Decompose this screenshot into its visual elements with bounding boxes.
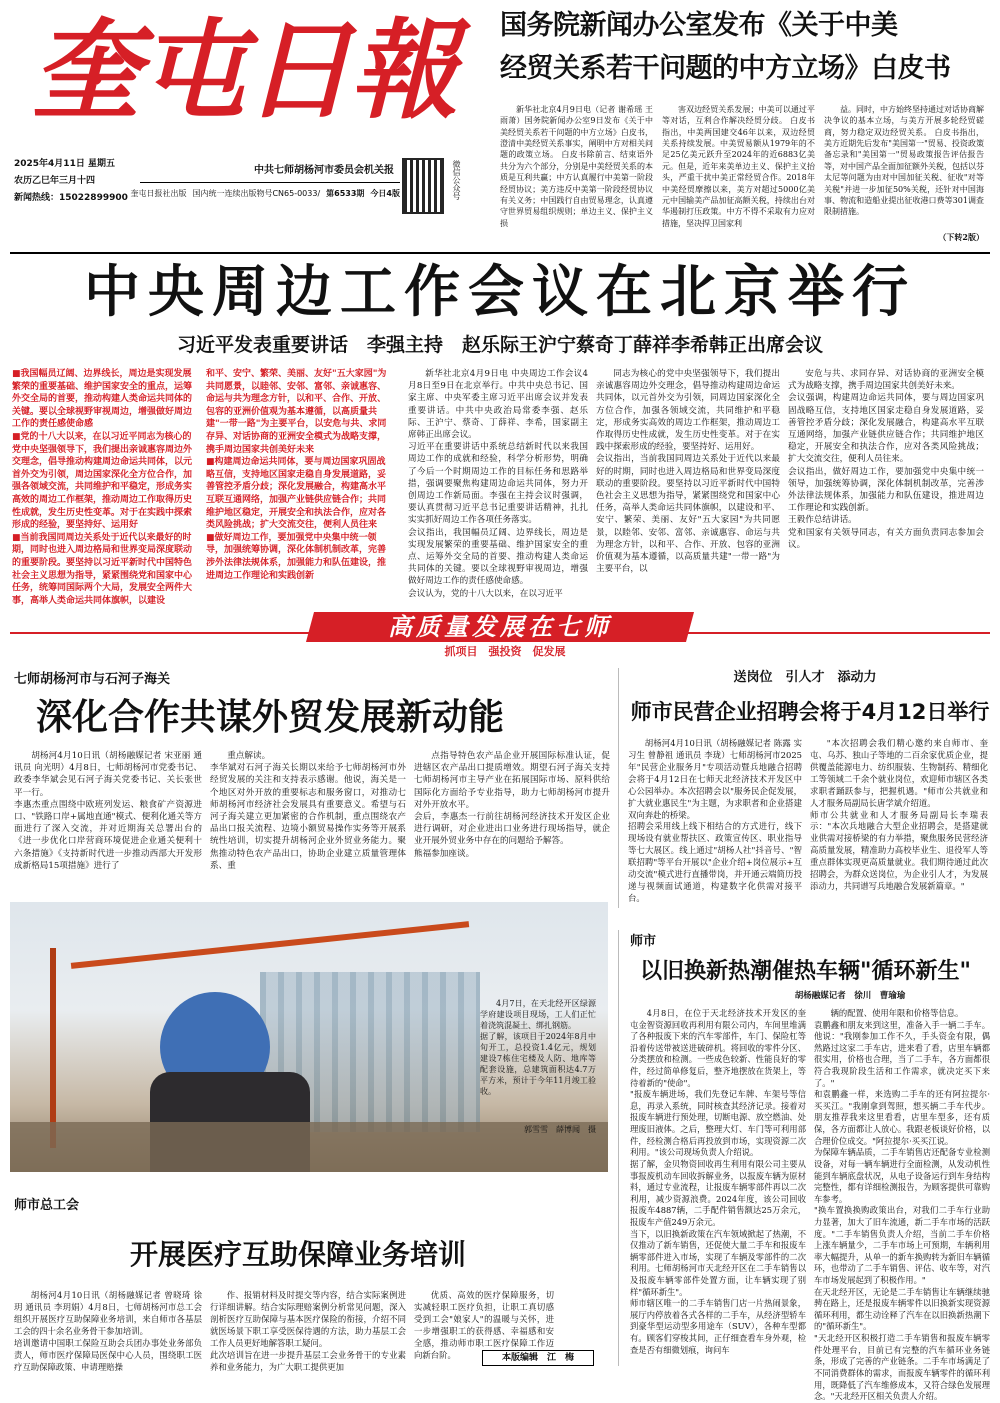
section-banner-title: 高质量发展在七师: [388, 613, 612, 641]
top-story-headline: [500, 4, 990, 94]
trade-col2: 重点解读。 李华斌对石河子海关长期以来给予七师胡杨河市外经贸发展的关注和支持表示感谢。他说，海关是一个地区对外开放的重要标志和服务窗口，对推动七师胡杨河市经济社会发展具有重要意义。希望与石河子海关建立更加紧密的合作机制，重点围绕农产品出口报关流程、边境小额贸易操作实务等开展系统性培训，切实提升胡杨河企业外贸业务能力。聚焦推动特色农产品出口，协助企业建立质量管理体系、重: [210, 751, 406, 871]
union-col1: 胡杨河4月10日讯（胡杨融媒记者 曾晓琦 徐玥 通讯员 李玥娟）4月8日，七师胡杨河市总工会组织开展医疗互助保障业务培训，来自师市各基层工会的四十余名业务骨干参加培训。 培训邀请中国职工保险互助会兵团办事处业务部负责人，师市医疗保障局医保中心人员，围绕职工医疗互助保障政策、申请理赔操: [14, 1290, 202, 1372]
car-byline: 胡杨融媒记者 徐川 曹瑜瑜: [794, 991, 906, 1001]
masthead-info: [14, 156, 132, 216]
main-body-col4: 同志为核心的党中央坚强领导下，我们提出亲诚惠容周边外交理念，倡导推动构建周边命运共同体，以元首外交为引领，同周边国家深化全方位合作，加强各领域交流，共同维护和平稳定，形成务实高效的周边工作框架，推动周边工作取得历史性成就，发生历史性变革。对于在实践中探索形成的经验，要坚持好、运用好。 会议指出，当前我国同周边关系处于近代以来最好的时期，同时也进入周边格局和世界变局深度联动的重要阶段。要坚持以习近平新时代中国特色社会主义思想为指导，紧紧围绕党和国家中心任务，高举人类命运共同体旗帜，以建设和平、安宁、繁荣、美丽、友好"五大家园"为共同愿景，以睦邻、安邻、富邻、亲诚惠容、命运与共为理念方针，以和平、合作、开放、包容的亚洲价值观为基本遵循，以高质量共建"一带一路"为主要平台，以: [596, 369, 780, 575]
masthead-logo: [32, 6, 502, 136]
newspaper-title: 奎屯日報: [32, 8, 457, 134]
trade-kicker: 七师胡杨河市与石河子海关: [14, 672, 171, 687]
page-count: 今日4版: [370, 189, 400, 198]
trade-col1: 胡杨河4月10日讯（胡杨融媒记者 宋亚丽 通讯员 向光明）4月8日，七师胡杨河市党委书记、政委李华斌会见石河子海关党委书记、关长张世平一行。 李惠杰重点围绕中欧班列发运、粮食矿产资源进口、"铁路口岸+属地直通"模式、便利化通关等方面进行了深入交流，并对近期海关总署出台的《进一步优化口岸营商环境促进企业通关便利十六条措施》《支持新时代进一步推动西部大开发形成新格局15项措施》进行了: [14, 751, 202, 871]
issue-date: 2025年4月11日 星期五: [14, 159, 115, 169]
top-story-jump: （下转2版）: [938, 232, 984, 242]
car-col1: 4月8日，在位于天北经济技术开发区的奎屯金智资源回收再利用有限公司内，车间里堆满了各种报废下来的汽车零部件，车门、保险杠等沿着传送带被送进破碎机。将回收的零件分区、分类摆放和检测。一些成色较新、性能良好的零件，经过简单修复后，整齐地摆放在货架上，等待着新的"使命"。 "报废车辆进场，我们先登记车牌、车架号等信息，再录入系统，同时核查其经济记录。接着对报废车辆进行预处理，切断电源、放空燃油、处理废旧液体。之后，整理大灯、车门等可利用部件，经检测合格后再投放到市场，实现资源二次利用。"该公司现场负责人介绍说。 据了解，金贝物资回收再生利用有限公司主要从事报废机动车回收拆解业务，以报废车辆为原材料，通过专业流程，让报废车辆零部件再以二次利用，减少资源浪费。2024年度，该公司回收报废车4887辆，二手配件销售额达25万余元，报废车产值249万余元。 当下，以旧换新政策在汽车领域掀起了热潮，不仅推动了新车销售，还促使大量二手车和报废车辆零部件进入市场，实现了车辆及零部件的二次利用。七师胡杨河市天北经开区在二手车销售以及报废车辆零部件处置方面，让车辆实现了别样"循环新生"。 师市辖区唯一的二手车销售门店一片热闹景象，展厅内停放着各式各样的二手车，从经济型轿车到豪华型运动型多用途车（SUV），各种车型都有。顾客们穿梭其间，正仔细查看车身外观，检查是否有细微划痕，询问车: [630, 1008, 806, 1355]
car-headline: 以旧换新热潮催热车辆"循环新生": [640, 959, 971, 984]
union-kicker: 师市总工会: [14, 1198, 80, 1213]
publisher-line: 中共七师胡杨河市委员会机关报: [140, 160, 400, 183]
wechat-qr-code[interactable]: [402, 158, 444, 214]
photo-credit: 郭雪雪 薛博闻 摄: [524, 1125, 596, 1134]
car-kicker: 师市: [630, 934, 657, 949]
top-story-col2: 害双边经贸关系发展；中美可以通过平等对话，互利合作解决经贸分歧。 白皮书指出，中美两国建交46年以来，双边经贸关系持续发展。中美贸易额从1979年的不足25亿美元跃升至2024年的近6883亿美元。但是，近年来美单边主义、保护主义抬头，严重干扰中美正常经贸合作。2018年中美经贸摩擦以来，美方对超过5000亿美元中国输美产品加征高额关税，持续出台对华遏制打压政策。中方不得不采取有力应对措施，坚决捍卫国家利: [662, 105, 815, 228]
publisher-org: 奎屯日报社出版: [130, 189, 187, 198]
job-headline: 师市民营企业招聘会将于4月12日举行: [630, 700, 990, 724]
car-col2: 辆的配置、使用年限和价格等信息。 袁鹏鑫和朋友来到这里，准备入手一辆二手车。他说："我刚参加工作不久，手头资金有限，偶然路过这家二手车店，进来看了看，店里车辆都很实用，价格也合理，当了二手车，各方面都很符合我现阶段生活和工作需求，就决定买下来了。" 和袁鹏鑫一样，来选购二手车的还有阿拉提尔·买买江。"我刚拿到驾照，想买辆二手车代步。朋友推荐我来这里看看，店里车型多，还有质保，各方面都让人放心。我跟老板谈好价格，以合理价位成交。"阿拉提尔·买买江说。 为保障车辆品质，二手车销售店还配备专业检测设备，对每一辆车辆进行全面检测，从发动机性能到车辆底盘状况，从电子设备运行到车身结构完整性，都有详细检测报告，为顾客提供可靠购车参考。 "换车置换换购政策出台，对我们二手车行业助力显著，加大了旧车流通，新二手车市场的活跃度。"二手车销售负责人介绍，当前二手车价格上涨车辆量少，二手车市场上可预期，车辆利用率大幅提升，从单一的新车换购转为新旧车辆循环，也带动了二手车销售、评估、收车等，对汽车市场发展起到了积极作用。" 在天北经开区，无论是二手车销售让车辆继续驰骋在路上，还是报废车辆零件以旧换新实现资源循环利用，都生动诠释了汽车在以旧换新热潮下的"循环新生"。 "天北经开区积极打造二手车销售和报废车辆零件处理平台，目前已有完整的汽车循环业务链条，形成了完善的产业链条。二手车市场满足了不同消费群体的需求，而报废车辆零件的循环利用，既降低了汽车维修成本，又符合绿色发展理念。"天北经开区相关负责人介绍。: [814, 1008, 990, 1402]
top-headline-line1: 国务院新闻办公室发布《关于中美: [500, 10, 898, 41]
union-headline: 开展医疗互助保障业务培训: [130, 1238, 467, 1271]
wechat-label: 微信公众号: [452, 160, 461, 200]
section-banner-slogan: 抓项目 强投资 促发展: [444, 645, 566, 658]
main-red-summary-col2: 和平、安宁、繁荣、美丽、友好"五大家园"为共同愿景，以睦邻、安邻、富邻、亲诚惠容、命运与共为理念方针，以和平、合作、开放、包容的亚洲价值观为基本遵循，以高质量共建"一带一路"为主要平台，以安危与共、求同存异、对话协商的亚洲安全模式为战略支撑，携手周边国家共创美好未来 ■构建周边命运共同体，要与周边国家巩固战略互信，支持地区国家走稳自身发展道路，妥善管控矛盾分歧；深化发展融合，构建高水平互联互通网络，加强产业链供应链合作；共同维护地区稳定，开展安全和执法合作，应对各类风险挑战；扩大交流交往，便利人员往来 ■做好周边工作，要加强党中央集中统一领导，加强统筹协调，深化体制机制改革，完善涉外法律法规体系，加强能力和队伍建设，推进周边工作理论和实践创新: [206, 369, 387, 581]
top-story-col3: 益。同时，中方始终坚持通过对话协商解决争议的基本立场，与美方开展多轮经贸磋商，努力稳定双边经贸关系。 白皮书指出，美方近期先后发布"美国第一"贸易、投资政策备忘录和"美国第一"贸易政策报告评估报告等，对中国产品全面加征额外关税，包括以芬太尼等问题为由对中国加征关税、征收"对等关税"并进一步加征50%关税，还针对中国海事、物流和造船业提出征收港口费等301调查限制措施。: [824, 105, 984, 217]
main-body-col3: 新华社北京4月9日电 中央周边工作会议4月8日至9日在北京举行。中共中央总书记、国家主席、中央军委主席习近平出席会议并发表重要讲话。中共中央政治局常委李强、赵乐际、王沪宁、蔡奇、丁薛祥、李希，国家副主席韩正出席会议。 习近平在重要讲话中系统总结新时代以来我国周边工作的成就和经验，科学分析形势，明确了今后一个时期周边工作的目标任务和思路举措，强调要聚焦构建周边命运共同体，努力开创周边工作新局面。李强在主持会议时强调，要认真贯彻习近平总书记重要讲话精神，扎扎实实抓好周边工作各项任务落实。 会议指出，我国幅员辽阔、边界线长，周边是实现发展繁荣的重要基础、维护国家安全的重点、运筹外交全局的首要、推动构建人类命运共同体的关键。要以全球视野审视周边，增强做好周边工作的责任感使命感。 会议认为，党的十八大以来，在以习近平: [408, 369, 588, 599]
job-col1: 胡杨河4月10日讯（胡杨融媒记者 陈露 实习生 曾静祖 通讯员 李珑）七师胡杨河市2025年"民营企业服务月"专项活动暨兵地融合招聘会将于4月12日在七师天北经济技术开发区中心公园举办。本次招聘会以"服务民企促发展，扩大就业惠民生"为主题，为求职者和企业搭建双向奔赴的桥梁。 招聘会采用线上线下相结合的方式进行，线下现场设有就业帮扶区、政策宣传区、职业指导等七大展区。线上通过"胡杨人社"抖音号、"智联招聘"等平台开展以"企业介绍+岗位展示+互动交流"模式进行直播带岗，并开通云端简历投递与视频面试通道，构建数字化供需对接平台。: [628, 738, 802, 903]
issn: 国内统一连续出版物号CN65-0033/: [192, 189, 321, 198]
job-kicker: 送岗位 引人才 添动力: [733, 670, 877, 685]
trade-col3: 点指导特色农产品企业开展国际标准认证，促进辖区农产品出口提质增效。期望石河子海关支持七师胡杨河市主导产业在拓展国际市场、原料供给国际化方面给予专业指导，助力七师胡杨河市提升对外开放水平。 会后，李惠杰一行前往胡杨河经济技术开发区企业进行调研，对企业进出口业务进行现场指导，就企业开展外贸业务中存在的问题给予解答。 熊福参加座谈。: [414, 751, 610, 859]
photo-caption: 4月7日，在天北经开区绿源学府建设项目现场，工人们正忙着浇筑混凝土、绑扎钢筋。 据了解，该项目于2024年8月中旬开工，总投资1.4亿元，规划建设7栋住宅楼及人防、地库等配套设施，总建筑面积达4.7万平方米，预计于今年11月竣工验收。: [480, 999, 596, 1097]
union-col2: 作、报销材料及时提交等内容，结合实际案例进行详细讲解。结合实际理赔案例分析常见问题，深入剖析医疗互助保障与基本医疗保险的衔接，介绍不同就医场景下职工享受医保待遇的方法，助力基层工会工作人员更好地解答职工疑问。 此次培训旨在进一步提升基层工会业务骨干的专业素养和业务能力，为广大职工提供更加: [210, 1290, 406, 1372]
union-col3: 优质、高效的医疗保障服务，切实减轻职工医疗负担，让职工真切感受到工会"娘家人"的温暖与关怀，进一步增强职工的获得感、幸福感和安全感，推动师市职工医疗保障工作迈向新台阶。: [414, 1290, 554, 1360]
main-headline: 中央周边工作会议在北京举行: [84, 260, 916, 325]
job-col2: "本次招聘会我们精心邀约来自师市、奎屯、乌苏、独山子等地的二百余家优质企业，提供覆盖能源电力、纺织服装、生物制药、精细化工等领域二千余个就业岗位，欢迎师市辖区各类求职者踊跃参与，把握机遇。"师市公共就业和人才服务局副局长唐学斌介绍道。 师市公共就业和人才服务局副局长李瑞表示："本次兵地融合大型企业招聘会，是搭建就业供需对接桥梁的有力举措，聚焦服务民营经济高质量发展，精准助力高校毕业生、退役军人等重点群体实现更高质量就业。我们期待通过此次招聘会，为群众送岗位，为企业引人才，为发展添动力，共同谱写兵地融合发展新篇章。": [810, 738, 988, 892]
main-subhead: 习近平发表重要讲话 李强主持 赵乐际王沪宁蔡奇丁薛祥李希韩正出席会议: [176, 334, 823, 356]
page-editor: 本版编辑 江 梅: [482, 1350, 594, 1366]
trade-headline: 深化合作共谋外贸发展新动能: [36, 697, 505, 738]
news-hotline: 新闻热线：15022899900: [14, 193, 128, 203]
main-body-col5: 安危与共、求同存异、对话协商的亚洲安全模式为战略支撑，携手周边国家共创美好未来。 会议强调，构建周边命运共同体，要与周边国家巩固战略互信，支持地区国家走稳自身发展道路，妥善管控矛盾分歧；深化发展融合，构建高水平互联互通网络，加强产业链供应链合作；共同维护地区稳定，开展安全和执法合作，应对各类风险挑战；扩大交流交往，便利人员往来。 会议指出，做好周边工作，要加强党中央集中统一领导，加强统筹协调，深化体制机制改革，完善涉外法律法规体系，加强能力和队伍建设，推进周边工作理论和实践创新。 王毅作总结讲话。 党和国家有关领导同志，有关方面负责同志参加会议。: [788, 369, 984, 550]
lunar-date: 农历乙巳年三月十四: [14, 176, 96, 186]
top-story-col1: 新华社北京4月9日电（记者 谢希瑶 王雨萧）国务院新闻办公室9日发布《关于中美经贸关系若干问题的中方立场》白皮书，澄清中美经贸关系事实，阐明中方对相关问题的政策立场。 白皮书除前言、结束语外共分为六个部分，分别是中美经贸关系的本质是互利共赢；中方认真履行中美第一阶段经贸协议；美方违反中美第一阶段经贸协议有关义务；中国践行自由贸易理念，认真遵守世界贸易组织规则；单边主义、保护主义损: [500, 105, 653, 228]
section-banner: [10, 612, 990, 660]
main-red-summary-col1: ■我国幅员辽阔、边界线长，周边是实现发展繁荣的重要基础、维护国家安全的重点，运筹外交全局的首要，推动构建人类命运共同体的关键。要以全球视野审视周边，增强做好周边工作的责任感使命感 ■党的十八大以来，在以习近平同志为核心的党中央坚强领导下，我们提出亲诚惠容周边外交理念，倡导推动构建周边命运共同体，以元首外交为引领，周边国家深化全方位合作，加强各领域交流，共同维护和平稳定，形成务实高效的周边工作框架，推动周边工作取得历史性成就，发生历史性变革。对于在实践中探索形成的经验，要坚持好、运用好 ■当前我国同周边关系处于近代以来最好的时期，同时也进入周边格局和世界变局深度联动的重要阶段。要坚持以习近平新时代中国特色社会主义思想为指导，紧紧围绕党和国家中心任务，统筹同国际两个大局，发展安全两件大事，高举人类命运共同体旗帜，以建设: [12, 369, 193, 606]
top-headline-line2: 经贸关系若干问题的中方立场》白皮书: [500, 53, 951, 84]
issue-number: 第6533期: [326, 189, 365, 198]
masthead-publisher: [130, 160, 400, 220]
